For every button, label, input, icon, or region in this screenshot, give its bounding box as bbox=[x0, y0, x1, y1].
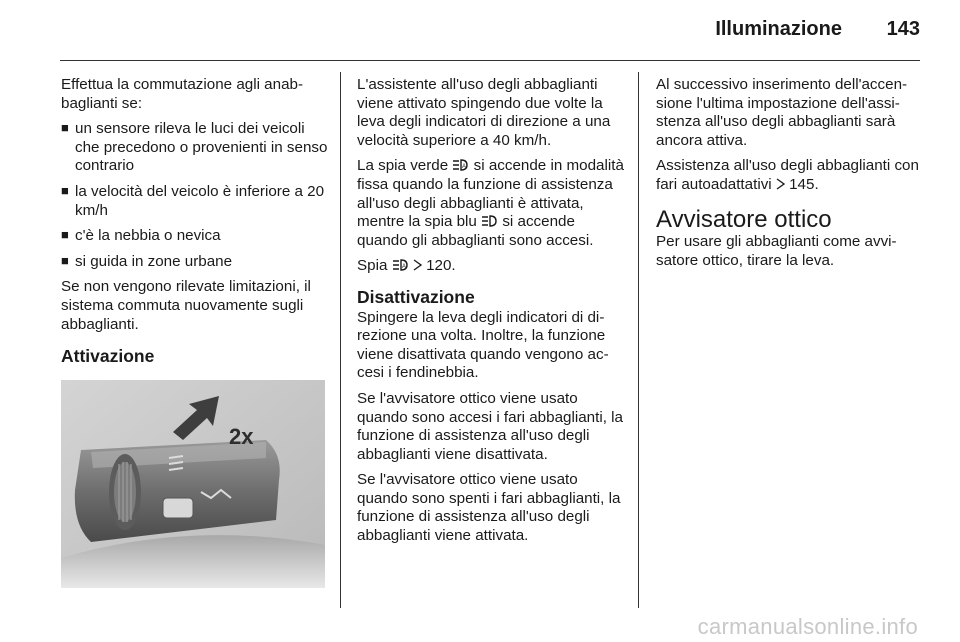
page-reference-icon bbox=[413, 259, 422, 271]
list-item-text: la velocità del veicolo è inferiore a 20 km/h bbox=[75, 182, 325, 219]
section-heading-activation: Attivazione bbox=[61, 346, 155, 367]
list-item-text: c'è la nebbia o nevica bbox=[75, 227, 221, 245]
indicator-text: La spia verde A si accende in modalità fissa quando la funzione di assistenza all'uso degli abbaglianti è attivata, mentre la spia blu si accende quando gli abbaglianti sono accesi. bbox=[357, 157, 624, 249]
stalk-illustration bbox=[61, 380, 325, 588]
header-title: Illuminazione bbox=[715, 18, 842, 40]
page-reference-icon bbox=[776, 178, 785, 190]
column-1 bbox=[61, 76, 331, 593]
bullet-icon: ■ bbox=[61, 182, 69, 198]
list-item bbox=[61, 253, 331, 272]
section-heading-flash: Avvisatore ottico bbox=[656, 205, 832, 233]
high-beam-assist-icon bbox=[392, 259, 409, 271]
fallback-text: Se non vengono rilevate limitazioni, il sistema commuta nuovamente sugli abbaglianti. bbox=[61, 278, 311, 333]
intro-text: Effettua la commutazione agli anabbaglianti se: bbox=[61, 76, 304, 112]
flash-text: Per usare gli abbaglianti come avvisatore ottico, tirare la leva. bbox=[656, 233, 897, 269]
flash-on-text: Se l'avvisatore ottico viene usato quando sono accesi i fari abbaglianti, la funzione di assistenza all'uso degli abbaglianti viene disattivata. bbox=[357, 389, 623, 463]
figure-label: 2x bbox=[229, 423, 254, 449]
adaptive-reference: Assistenza all'uso degli abbaglianti con fari autoadattativi 145. bbox=[656, 157, 919, 193]
list-item bbox=[61, 183, 331, 220]
condition-list bbox=[61, 120, 331, 271]
bullet-icon: ■ bbox=[61, 120, 69, 136]
watermark: carmanualsonline.info bbox=[697, 614, 918, 639]
section-heading-deactivation: Disattivazione bbox=[357, 286, 475, 307]
high-beam-assist-icon bbox=[452, 159, 469, 171]
column-2 bbox=[357, 76, 627, 553]
deactivation-text: Spingere la leva degli indicatori di direzione una volta. Inoltre, la funzione viene disattivata quando vengono accesi i fendinebbia. bbox=[357, 308, 609, 382]
list-item-text: si guida in zone urbane bbox=[75, 252, 233, 270]
bullet-icon: ■ bbox=[61, 252, 69, 268]
list-item-text: un sensore rileva le luci dei veicoli che precedono o provenienti in senso contrario bbox=[75, 120, 328, 175]
bullet-icon: ■ bbox=[61, 227, 69, 243]
svg-text:A: A bbox=[401, 264, 406, 271]
flash-off-text: Se l'avvisatore ottico viene usato quando sono spenti i fari abbaglianti, la funzione di assistenza all'uso degli abbaglianti viene attivata. bbox=[357, 471, 621, 545]
column-3 bbox=[656, 76, 931, 277]
header-divider bbox=[60, 60, 920, 61]
page-number: 143 bbox=[886, 18, 920, 40]
ignition-text: Al successivo inserimento dell'accensione l'ultima impostazione dell'assistenza all'uso degli abbaglianti sarà ancora attiva. bbox=[656, 76, 908, 149]
high-beam-icon bbox=[481, 215, 498, 227]
indicator-reference: Spia A 120. bbox=[357, 257, 456, 275]
list-item bbox=[61, 120, 331, 176]
column-divider-1 bbox=[340, 72, 341, 608]
svg-text:A: A bbox=[462, 164, 467, 171]
list-item bbox=[61, 227, 331, 246]
column-divider-2 bbox=[638, 72, 639, 608]
activation-text: L'assistente all'uso degli abbaglianti viene attivato spingendo due volte la leva degli indicatori di direzione a una velocità superiore a 40 km/h. bbox=[357, 76, 611, 149]
